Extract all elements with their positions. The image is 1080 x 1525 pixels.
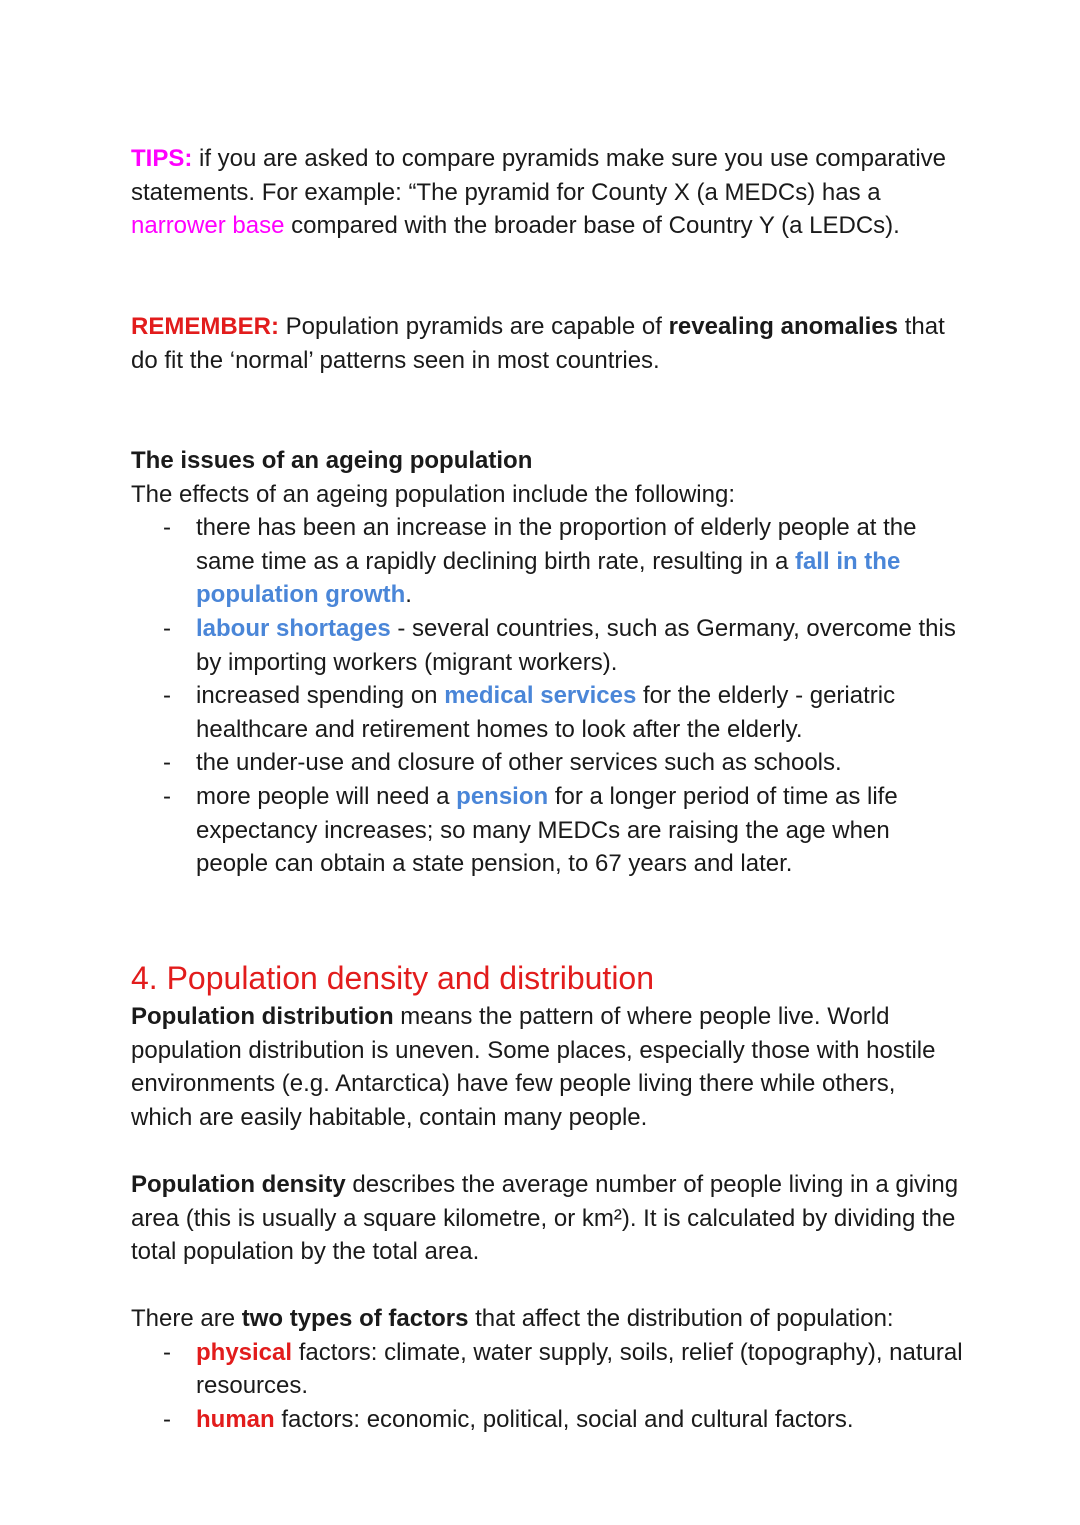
ageing-list [131, 511, 961, 881]
tips-label: TIPS: [131, 145, 193, 172]
remember-text-2: that do fit the ‘normal’ patterns seen in most countries. [131, 313, 945, 374]
density-text: describes the average number of people living in a giving area (this is usually a square kilometre, or km²). It is calculated by dividing the total population by the total area. [131, 1171, 959, 1266]
item-text: increased spending on [196, 682, 445, 710]
density-paragraph [131, 1168, 961, 1269]
section-heading: 4. Population density and distribution [131, 960, 655, 996]
factors-bold: two types of factors [241, 1305, 469, 1332]
item-key-term: labour shortages [196, 614, 391, 642]
item-text: there has been an increase in the proportion of elderly people at the same time as a rapidly declining birth rate, resulting in a [196, 514, 917, 575]
list-item [131, 1403, 971, 1437]
remember-text-1: Population pyramids are capable of [279, 313, 669, 340]
factors-text-1: There are [131, 1305, 242, 1332]
item-text: for the elderly - geriatric healthcare and retirement homes to look after the elderly. [196, 682, 896, 743]
tips-paragraph [131, 142, 961, 243]
distribution-term: Population distribution [131, 1003, 394, 1030]
ageing-heading-text: The issues of an ageing population [131, 447, 533, 474]
distribution-text: means the pattern of where people live. World population distribution is uneven. Some places, especially those with hostile environments (e.g. Antarctica) have few people living there while others, which are easily habitable, contain many people. [131, 1003, 936, 1131]
distribution-paragraph [131, 1000, 961, 1134]
item-text: for a longer period of time as life expectancy increases; so many MEDCs are raising the age when people can obtain a state pension, to 67 years and later. [196, 782, 898, 878]
list-item [131, 612, 961, 679]
remember-label: REMEMBER: [131, 313, 279, 340]
factors-list [131, 1336, 971, 1437]
human-text: factors: economic, political, social and cultural factors. [274, 1405, 854, 1433]
list-item [131, 679, 961, 746]
item-text: the under-use and closure of other services such as schools. [196, 749, 842, 777]
item-key-term: medical services [444, 682, 637, 710]
remember-bold: revealing anomalies [668, 313, 899, 340]
factors-text-2: that affect the distribution of population: [468, 1305, 894, 1332]
density-term: Population density [131, 1171, 346, 1198]
list-item [131, 1336, 971, 1403]
item-text: - several countries, such as Germany, overcome this by importing workers (migrant workers). [196, 614, 956, 676]
list-item [131, 746, 961, 780]
human-term: human [196, 1405, 275, 1433]
item-text: more people will need a [196, 782, 457, 810]
item-key-term: fall in the population growth [196, 547, 901, 609]
tips-highlight: narrower base [131, 212, 285, 240]
ageing-intro: The effects of an ageing population include the following: [131, 480, 735, 508]
ageing-section [131, 444, 961, 881]
tips-text-2: compared with the broader base of Country Y (a LEDCs). [284, 212, 900, 240]
physical-term: physical [196, 1338, 293, 1366]
list-item [131, 511, 961, 612]
ageing-heading [131, 444, 961, 478]
list-item [131, 780, 961, 881]
factors-intro [131, 1302, 971, 1336]
remember-paragraph [131, 310, 961, 377]
item-key-term: pension [456, 782, 549, 810]
factors-section [131, 1302, 971, 1436]
tips-text-1: if you are asked to compare pyramids make sure you use comparative statements. For example: “The pyramid for County X (a MEDCs) has a [131, 145, 947, 206]
item-text: . [405, 581, 412, 609]
physical-text: factors: climate, water supply, soils, relief (topography), natural resources. [196, 1338, 963, 1400]
